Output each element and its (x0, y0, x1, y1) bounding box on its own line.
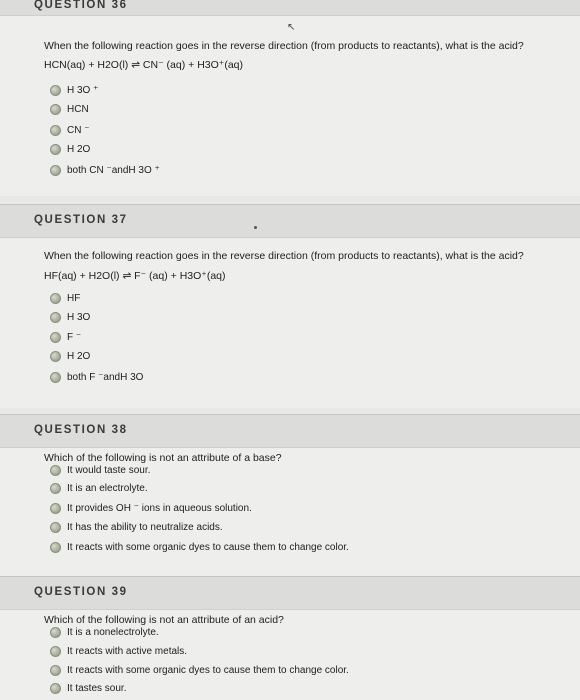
question-title: QUESTION 38 (34, 424, 128, 436)
question-body (0, 448, 580, 584)
question-38 (0, 414, 580, 574)
answer-option[interactable] (50, 102, 89, 116)
question-36 (0, 0, 580, 196)
radio-button[interactable] (50, 312, 61, 323)
option-label: HF (67, 292, 81, 304)
answer-option[interactable] (50, 681, 126, 695)
option-label: It has the ability to neutralize acids. (67, 521, 223, 533)
answer-option[interactable] (50, 330, 81, 344)
question-body (0, 238, 580, 408)
option-label: both F ⁻andH 3O (67, 371, 144, 383)
answer-option[interactable] (50, 123, 90, 137)
radio-button[interactable] (50, 683, 61, 694)
option-label: H 3O (67, 311, 91, 323)
radio-button[interactable] (50, 483, 61, 494)
answer-option[interactable] (50, 481, 148, 495)
question-title: QUESTION 37 (34, 214, 128, 226)
radio-button[interactable] (50, 165, 61, 176)
reaction-equation: HF(aq) + H2O(l) ⇌ F⁻ (aq) + H3O⁺(aq) (44, 270, 226, 282)
answer-option[interactable] (50, 463, 150, 477)
radio-button[interactable] (50, 144, 61, 155)
option-label: It is an electrolyte. (67, 482, 148, 494)
answer-option[interactable] (50, 644, 187, 658)
question-37 (0, 204, 580, 400)
question-header (0, 576, 580, 610)
radio-button[interactable] (50, 351, 61, 362)
radio-button[interactable] (50, 522, 61, 533)
option-label: It tastes sour. (67, 682, 127, 694)
question-body (0, 16, 580, 196)
radio-button[interactable] (50, 542, 61, 553)
answer-option[interactable] (50, 663, 349, 677)
radio-button[interactable] (50, 85, 61, 96)
option-label: HCN (67, 103, 89, 115)
question-prompt: When the following reaction goes in the reverse direction (from products to reactants), what is the acid? (44, 250, 524, 262)
question-title: QUESTION 36 (34, 0, 128, 11)
answer-option[interactable] (50, 520, 223, 534)
question-header (0, 204, 580, 238)
answer-option[interactable] (50, 291, 80, 305)
answer-option[interactable] (50, 370, 143, 384)
answer-option[interactable] (50, 349, 90, 363)
question-prompt: Which of the following is not an attribute of an acid? (44, 614, 284, 626)
question-prompt: When the following reaction goes in the reverse direction (from products to reactants), what is the acid? (44, 40, 524, 52)
reaction-equation: HCN(aq) + H2O(l) ⇌ CN⁻ (aq) + H3O⁺(aq) (44, 59, 244, 71)
radio-button[interactable] (50, 627, 61, 638)
answer-option[interactable] (50, 625, 159, 639)
question-39 (0, 576, 580, 700)
dot-mark (254, 226, 257, 229)
option-label: H 3O ⁺ (67, 84, 99, 96)
question-header (0, 0, 580, 16)
option-label: It reacts with some organic dyes to cause them to change color. (67, 664, 349, 676)
question-prompt: Which of the following is not an attribute of a base? (44, 452, 282, 464)
radio-button[interactable] (50, 125, 61, 136)
question-title: QUESTION 39 (34, 586, 128, 598)
option-label: H 2O (67, 350, 91, 362)
option-label: It reacts with some organic dyes to cause them to change color. (67, 541, 349, 553)
radio-button[interactable] (50, 646, 61, 657)
option-label: It would taste sour. (67, 464, 151, 476)
option-label: It provides OH ⁻ ions in aqueous solution. (67, 502, 252, 514)
answer-option[interactable] (50, 310, 90, 324)
radio-button[interactable] (50, 503, 61, 514)
option-label: CN ⁻ (67, 124, 90, 136)
option-label: H 2O (67, 143, 91, 155)
radio-button[interactable] (50, 372, 61, 383)
answer-option[interactable] (50, 83, 98, 97)
pointer-icon: ↖ (287, 22, 296, 33)
radio-button[interactable] (50, 293, 61, 304)
radio-button[interactable] (50, 104, 61, 115)
radio-button[interactable] (50, 665, 61, 676)
answer-option[interactable] (50, 501, 252, 515)
option-label: F ⁻ (67, 331, 82, 343)
option-label: both CN ⁻andH 3O ⁺ (67, 164, 160, 176)
question-body (0, 610, 580, 700)
radio-button[interactable] (50, 465, 61, 476)
option-label: It reacts with active metals. (67, 645, 188, 657)
answer-option[interactable] (50, 142, 90, 156)
answer-option[interactable] (50, 540, 349, 554)
option-label: It is a nonelectrolyte. (67, 626, 159, 638)
answer-option[interactable] (50, 163, 160, 177)
radio-button[interactable] (50, 332, 61, 343)
question-header (0, 414, 580, 448)
